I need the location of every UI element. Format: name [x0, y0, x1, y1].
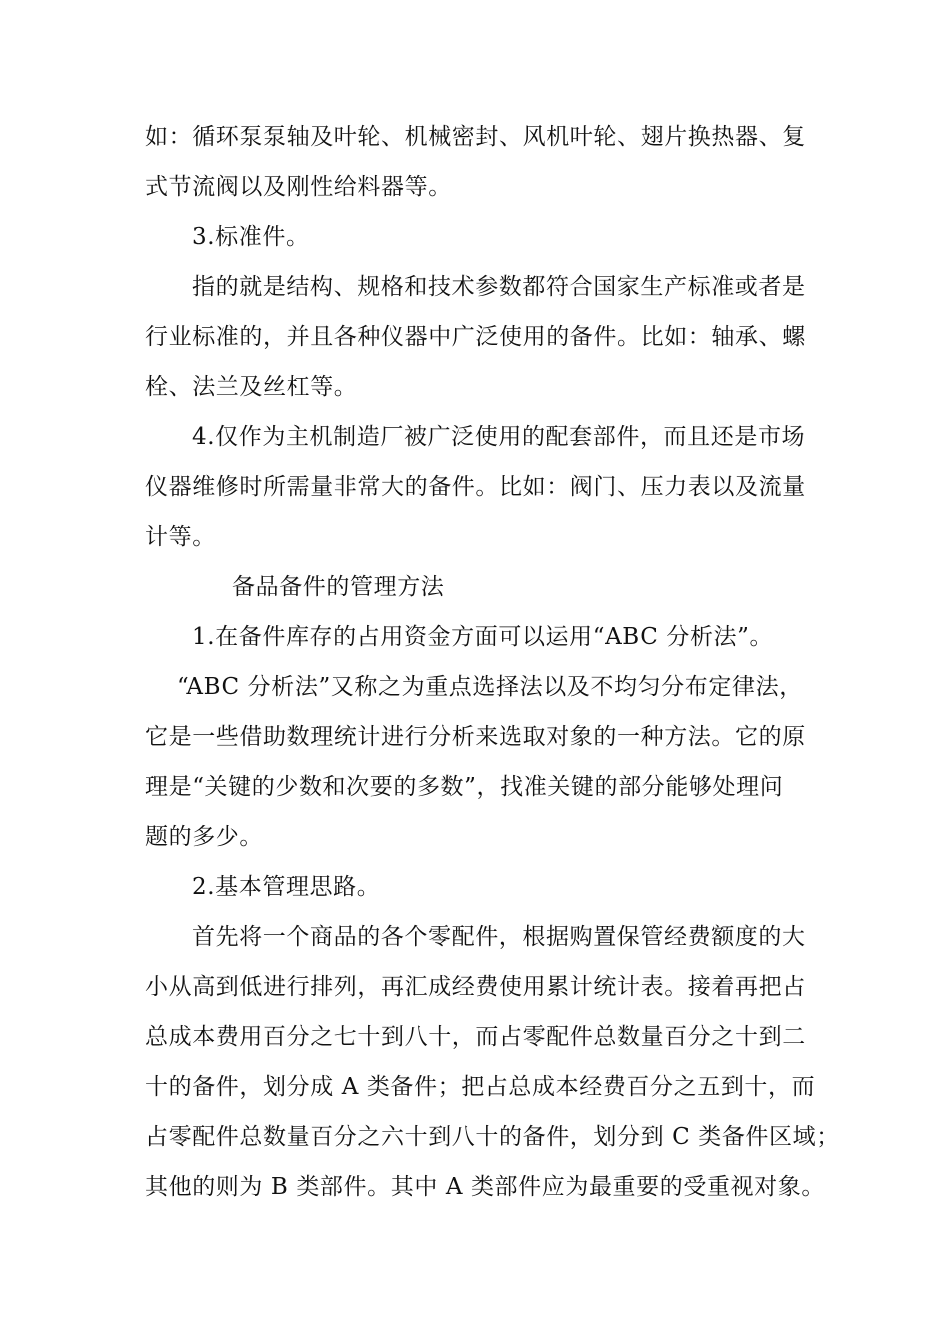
paragraph-line: 总成本费用百分之七十到八十，而占零配件总数量百分之十到二	[145, 1024, 806, 1050]
paragraph-line: 式节流阀以及刚性给料器等。	[145, 174, 452, 200]
section-heading: 3.标准件。	[192, 224, 310, 250]
section-heading: 2.基本管理思路。	[192, 874, 381, 900]
paragraph-line: 指的就是结构、规格和技术参数都符合国家生产标准或者是	[192, 274, 806, 300]
paragraph-line: 十的备件，划分成 A 类备件；把占总成本经费百分之五到十，而	[145, 1074, 816, 1100]
paragraph-line: 小从高到低进行排列，再汇成经费使用累计统计表。接着再把占	[145, 974, 806, 1000]
paragraph-line: 行业标准的，并且各种仪器中广泛使用的备件。比如：轴承、螺	[145, 324, 806, 350]
paragraph-line: 栓、法兰及丝杠等。	[145, 374, 358, 400]
paragraph-line: 理是“关键的少数和次要的多数”，找准关键的部分能够处理问	[145, 774, 784, 800]
section-heading: 1.在备件库存的占用资金方面可以运用“ABC 分析法”。	[192, 624, 774, 650]
paragraph-line: 其他的则为 B 类部件。其中 A 类部件应为最重要的受重视对象。	[145, 1174, 825, 1200]
paragraph-line: 如：循环泵泵轴及叶轮、机械密封、风机叶轮、翅片换热器、复	[145, 124, 806, 150]
paragraph-line: 它是一些借助数理统计进行分析来选取对象的一种方法。它的原	[145, 724, 806, 750]
paragraph-line: 占零配件总数量百分之六十到八十的备件，划分到 C 类备件区域；	[145, 1124, 840, 1150]
paragraph-line: “ABC 分析法”又称之为重点选择法以及不均匀分布定律法，	[177, 674, 803, 700]
paragraph-line: 题的多少。	[145, 824, 263, 850]
paragraph-line: 仪器维修时所需量非常大的备件。比如：阀门、压力表以及流量	[145, 474, 806, 500]
paragraph-line: 首先将一个商品的各个零配件，根据购置保管经费额度的大	[192, 924, 806, 950]
paragraph-line: 4.仅作为主机制造厂被广泛使用的配套部件，而且还是市场	[192, 424, 806, 450]
section-title: 备品备件的管理方法	[232, 574, 445, 600]
paragraph-line: 计等。	[145, 524, 216, 550]
